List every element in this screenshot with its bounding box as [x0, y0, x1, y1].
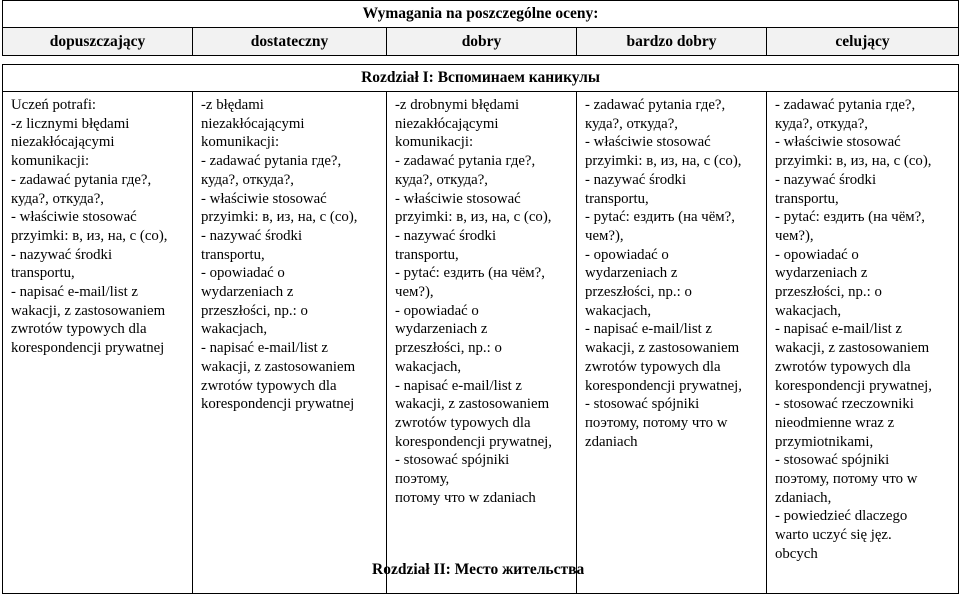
- requirement-line: korespondencji prywatnej: [11, 340, 165, 357]
- requirement-line: - napisać e-mail/list z: [775, 321, 902, 338]
- requirement-line: - napisać e-mail/list z: [395, 377, 522, 394]
- requirement-line: - nazywać środki: [11, 246, 113, 263]
- requirement-line: - opowiadać o: [201, 265, 285, 282]
- requirement-line: wydarzeniach z: [201, 284, 294, 301]
- requirement-line: - powiedzieć dlaczego: [775, 508, 908, 525]
- requirement-line: - pytać: ездить (на чём?,: [395, 265, 545, 282]
- grade-header-1: dopuszczający: [3, 28, 193, 56]
- requirement-line: - zadawać pytania где?,: [775, 97, 916, 113]
- requirement-line: transportu,: [11, 265, 75, 282]
- grade-header-3: dobry: [387, 28, 577, 56]
- requirement-line: wakacji, z zastosowaniem: [775, 340, 930, 357]
- requirement-line: zwrotów typowych dla: [11, 321, 147, 338]
- requirement-line: zwrotów typowych dla: [585, 358, 721, 375]
- requirement-line: komunikacji:: [11, 153, 90, 170]
- content-row: [3, 92, 959, 594]
- requirement-line: niezakłócającymi: [11, 134, 115, 151]
- col-dostateczny: [193, 92, 387, 594]
- requirement-line: transportu,: [201, 246, 265, 263]
- requirement-line: - napisać e-mail/list z: [201, 340, 328, 357]
- requirement-line: - zadawać pytania где?,: [395, 153, 536, 170]
- table-title: Wymagania na poszczególne oceny:: [3, 1, 959, 28]
- col-dobry: [387, 92, 577, 594]
- requirement-line: przyimki: в, из, на, с (со),: [585, 153, 742, 170]
- requirement-line: transportu,: [395, 246, 459, 263]
- requirement-line: -z błędami: [201, 97, 264, 113]
- col-dopuszczajacy: [3, 92, 193, 594]
- requirement-line: Uczeń potrafi:: [11, 97, 97, 113]
- requirement-line: - nazywać środki: [585, 171, 687, 188]
- requirement-line: wakacjach,: [395, 358, 462, 375]
- requirement-line: - właściwie stosować: [585, 134, 711, 151]
- grades-row: [3, 28, 959, 56]
- requirement-line: niezakłócającymi: [201, 115, 305, 132]
- requirement-line: - stosować rzeczowniki: [775, 396, 914, 413]
- requirement-line: komunikacji:: [201, 134, 280, 151]
- requirement-line: warto uczyć się jęz.: [775, 527, 892, 544]
- requirement-line: -z drobnymi błędami: [395, 97, 520, 113]
- requirement-line: wydarzeniach z: [395, 321, 488, 338]
- requirement-line: - zadawać pytania где?,: [11, 171, 152, 188]
- requirement-line: korespondencji prywatnej: [201, 396, 355, 413]
- requirement-line: wydarzeniach z: [585, 265, 678, 282]
- requirement-line: - właściwie stosować: [11, 209, 137, 226]
- requirement-line: zdaniach: [585, 433, 638, 450]
- requirement-line: - pytać: ездить (на чём?,: [775, 209, 925, 226]
- col-celujacy: [767, 92, 959, 594]
- requirement-line: przeszłości, np.: o: [395, 340, 502, 357]
- requirement-line: obcych: [775, 545, 818, 562]
- grade-header-4: bardzo dobry: [577, 28, 767, 56]
- gap-row: [3, 56, 959, 65]
- requirement-line: wakacjach,: [201, 321, 268, 338]
- requirement-line: wakacjach,: [775, 302, 842, 319]
- requirement-line: куда?, откуда?,: [775, 115, 868, 132]
- requirement-line: - opowiadać o: [395, 302, 479, 319]
- requirement-line: куда?, откуда?,: [585, 115, 678, 132]
- requirement-line: - napisać e-mail/list z: [585, 321, 712, 338]
- requirement-line: niezakłócającymi: [395, 115, 499, 132]
- requirement-line: - właściwie stosować: [201, 190, 327, 207]
- requirement-line: - zadawać pytania где?,: [201, 153, 342, 170]
- requirement-line: wakacjach,: [585, 302, 652, 319]
- requirement-line: przyimki: в, из, на, с (со),: [11, 227, 168, 244]
- requirement-line: - nazywać środki: [775, 171, 877, 188]
- requirement-line: - nazywać środki: [201, 227, 303, 244]
- grade-header-2: dostateczny: [193, 28, 387, 56]
- requirement-line: przeszłości, np.: o: [775, 284, 882, 301]
- requirement-line: - zadawać pytania где?,: [585, 97, 726, 113]
- requirement-line: przymiotnikami,: [775, 433, 874, 450]
- requirement-line: куда?, откуда?,: [201, 171, 294, 188]
- requirement-line: куда?, откуда?,: [395, 171, 488, 188]
- requirement-line: - pytać: ездить (на чём?,: [585, 209, 735, 226]
- requirement-line: - stosować spójniki: [585, 396, 700, 413]
- requirement-line: transportu,: [585, 190, 649, 207]
- requirement-line: korespondencji prywatnej,: [775, 377, 932, 394]
- requirement-line: куда?, откуда?,: [11, 190, 104, 207]
- requirement-line: поэтому, потому что w: [775, 471, 918, 488]
- grade-header-5: celujący: [767, 28, 959, 56]
- title-row: [3, 1, 959, 28]
- requirement-line: komunikacji:: [395, 134, 474, 151]
- requirement-line: wakacji, z zastosowaniem: [395, 396, 550, 413]
- requirement-line: przeszłości, np.: o: [585, 284, 692, 301]
- requirement-line: чем?),: [585, 227, 624, 244]
- requirements-table: [2, 0, 959, 594]
- requirement-line: чем?),: [395, 284, 434, 301]
- requirement-line: - nazywać środki: [395, 227, 497, 244]
- requirement-line: - stosować spójniki: [395, 452, 510, 469]
- requirement-line: - właściwie stosować: [775, 134, 901, 151]
- section-1-heading: Rozdział I: Вспоминаем каникулы: [3, 65, 959, 92]
- requirement-line: поэтому, потому что w: [585, 414, 728, 431]
- requirement-line: поэтому,: [395, 471, 450, 488]
- requirement-line: nieodmienne wraz z: [775, 414, 895, 431]
- requirement-line: zwrotów typowych dla: [201, 377, 337, 394]
- gap-cell: [3, 56, 959, 65]
- requirement-line: przyimki: в, из, на, с (со),: [201, 209, 358, 226]
- requirement-line: потому что w zdaniach: [395, 489, 536, 506]
- requirement-line: - opowiadać o: [585, 246, 669, 263]
- requirement-line: transportu,: [775, 190, 839, 207]
- section-row: [3, 65, 959, 92]
- section-2-heading: Rozdział II: Место жительства: [372, 561, 585, 578]
- requirement-line: przyimki: в, из, на, с (со),: [395, 209, 552, 226]
- requirement-line: - napisać e-mail/list z: [11, 284, 138, 301]
- requirement-line: przyimki: в, из, на, с (со),: [775, 153, 932, 170]
- requirement-line: wydarzeniach z: [775, 265, 868, 282]
- requirement-line: - właściwie stosować: [395, 190, 521, 207]
- col-bardzo-dobry: [577, 92, 767, 594]
- requirement-line: zwrotów typowych dla: [395, 414, 531, 431]
- requirement-line: przeszłości, np.: o: [201, 302, 308, 319]
- requirement-line: wakacji, z zastosowaniem: [585, 340, 740, 357]
- requirement-line: -z licznymi błędami: [11, 115, 130, 132]
- requirement-line: korespondencji prywatnej,: [585, 377, 742, 394]
- requirement-line: wakacji, z zastosowaniem: [201, 358, 356, 375]
- requirement-line: zdaniach,: [775, 489, 832, 506]
- requirement-line: wakacji, z zastosowaniem: [11, 302, 166, 319]
- requirement-line: korespondencji prywatnej,: [395, 433, 552, 450]
- requirement-line: чем?),: [775, 227, 814, 244]
- requirement-line: zwrotów typowych dla: [775, 358, 911, 375]
- requirement-line: - stosować spójniki: [775, 452, 890, 469]
- requirement-line: - opowiadać o: [775, 246, 859, 263]
